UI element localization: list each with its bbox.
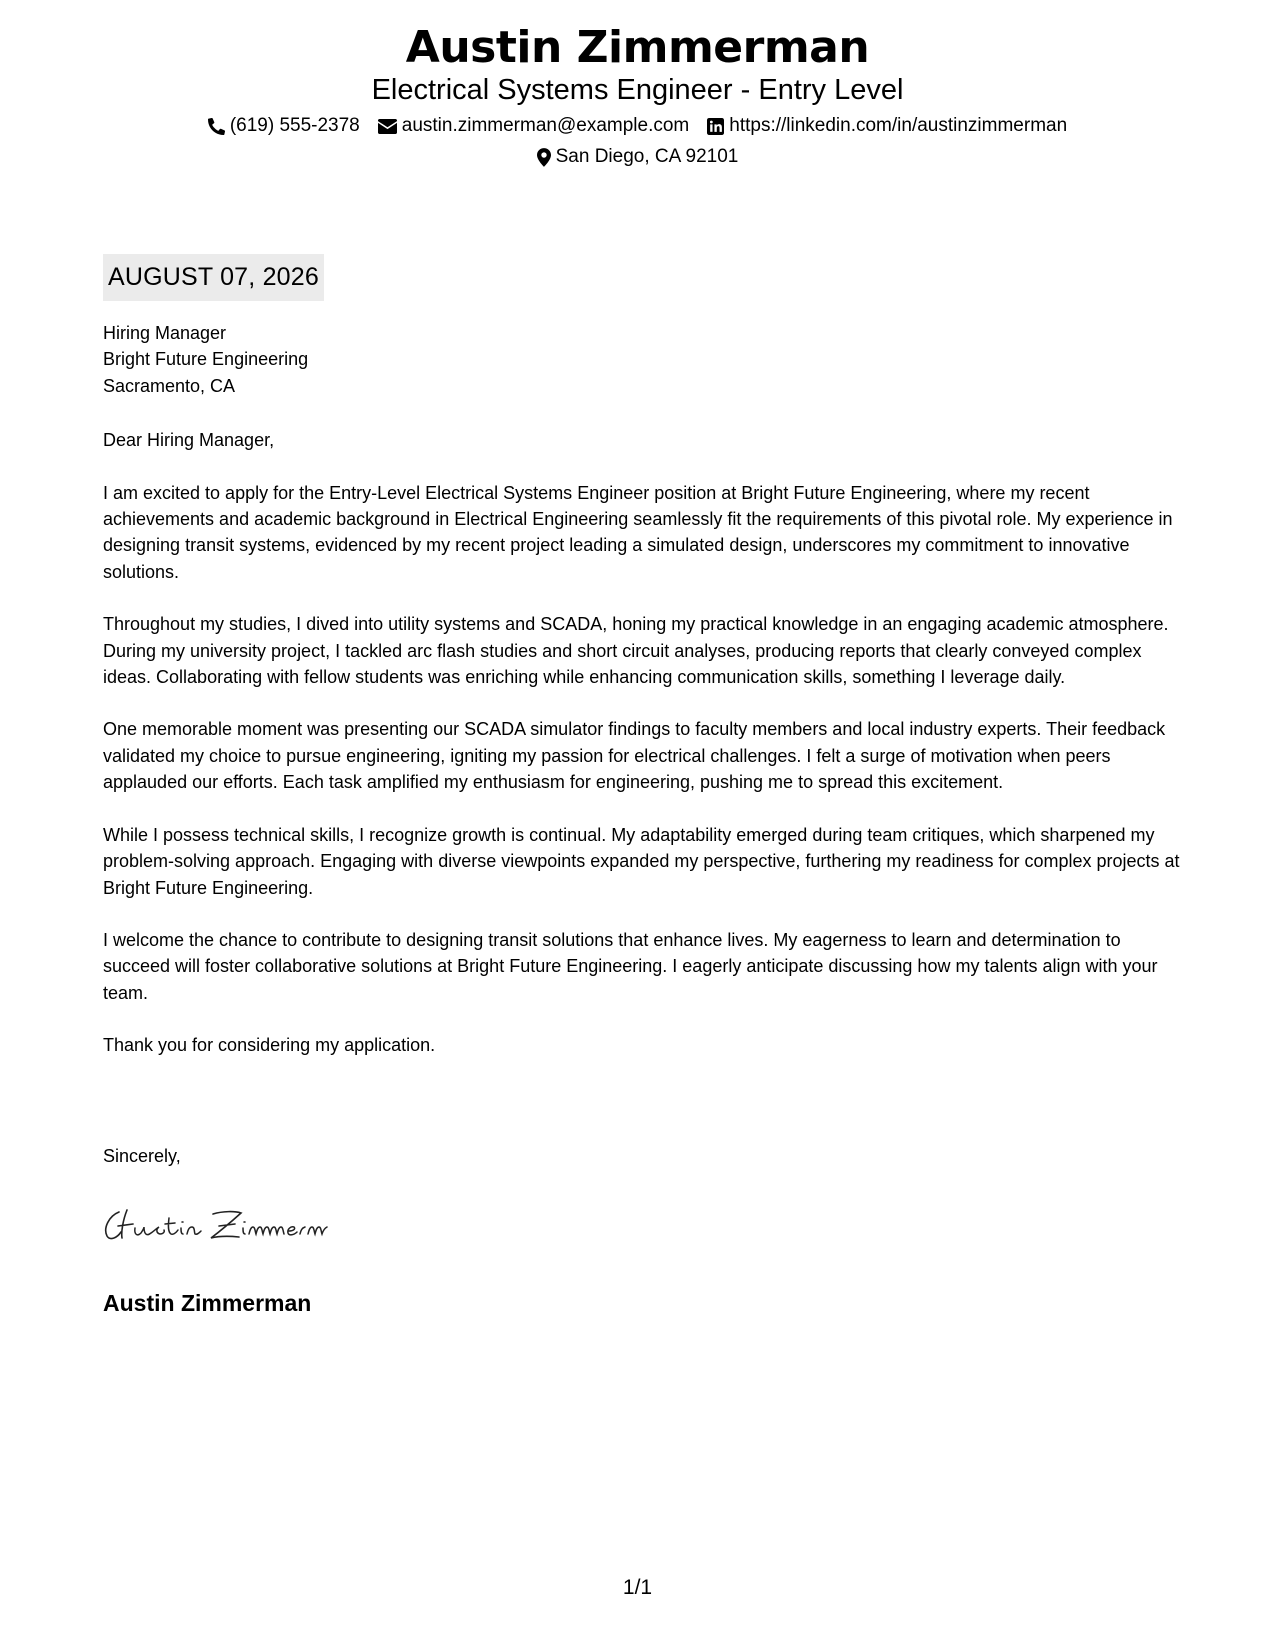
recipient-company: Bright Future Engineering <box>103 349 309 370</box>
recipient-location: Sacramento, CA <box>103 375 236 396</box>
salutation: Dear Hiring Manager, <box>103 430 275 451</box>
signed-name: Austin Zimmerman <box>103 1290 312 1316</box>
letter-body <box>103 320 1183 1059</box>
letter-header <box>0 22 1275 170</box>
contact-location <box>537 144 739 170</box>
recipient-block <box>103 320 1183 399</box>
paragraph: Thank you for considering my application. <box>103 1035 436 1056</box>
location-text: San Diego, CA 92101 <box>555 146 739 167</box>
contact-linkedin <box>707 113 1067 139</box>
location-row <box>0 144 1275 170</box>
map-marker-icon <box>537 148 551 167</box>
job-title: Electrical Systems Engineer - Entry Level <box>371 74 904 106</box>
handwritten-signature <box>101 1200 351 1250</box>
phone-text: (619) 555-2378 <box>229 115 360 136</box>
closing: Sincerely, <box>103 1146 181 1166</box>
paragraph: Throughout my studies, I dived into utility systems and SCADA, honing my practical knowledge in an engaging academic atmosphere. During my university project, I tackled arc flash studies and short circuit analyses, producing reports that clearly conveyed complex ideas. Collaborating with fellow students was enriching while enhancing communication skills, something I leverage daily. <box>103 614 1169 688</box>
letter-date: AUGUST 07, 2026 <box>103 254 324 301</box>
paragraph: I am excited to apply for the Entry-Level Electrical Systems Engineer position at Bright Future Engineering, where my recent achievements and academic background in Electrical Engineering seamlessly fit the requirements of this pivotal role. My experience in designing transit systems, evidenced by my recent project leading a simulated design, underscores my commitment to innovative solutions. <box>103 482 1173 582</box>
linkedin-icon <box>707 118 724 135</box>
envelope-icon <box>378 119 397 134</box>
paragraph: While I possess technical skills, I recognize growth is continual. My adaptability emerged during team critiques, which sharpened my problem-solving approach. Engaging with diverse viewpoints expanded my perspective, furthering my readiness for complex projects at Bright Future Engineering. <box>103 824 1180 898</box>
paragraph: One memorable moment was presenting our SCADA simulator findings to faculty members and local industry experts. Their feedback validated my choice to pursue engineering, igniting my passion for electrical challenges. I felt a surge of motivation when peers applauded our efforts. Each task amplified my enthusiasm for engineering, pushing me to spread this excitement. <box>103 719 1166 793</box>
email-text: austin.zimmerman@example.com <box>401 115 690 136</box>
contact-row <box>0 113 1275 139</box>
applicant-name: Austin Zimmerman <box>405 22 870 73</box>
phone-icon <box>208 118 225 135</box>
linkedin-text: https://linkedin.com/in/austinzimmerman <box>729 115 1068 136</box>
page-number: 1/1 <box>622 1576 653 1599</box>
paragraph: I welcome the chance to contribute to designing transit solutions that enhance lives. My eagerness to learn and determination to succeed will foster collaborative solutions at Bright Future Engineering. I eagerly anticipate discussing how my talents align with your team. <box>103 929 1158 1003</box>
contact-phone <box>208 113 360 139</box>
contact-email <box>378 113 690 139</box>
recipient-title: Hiring Manager <box>103 323 227 343</box>
